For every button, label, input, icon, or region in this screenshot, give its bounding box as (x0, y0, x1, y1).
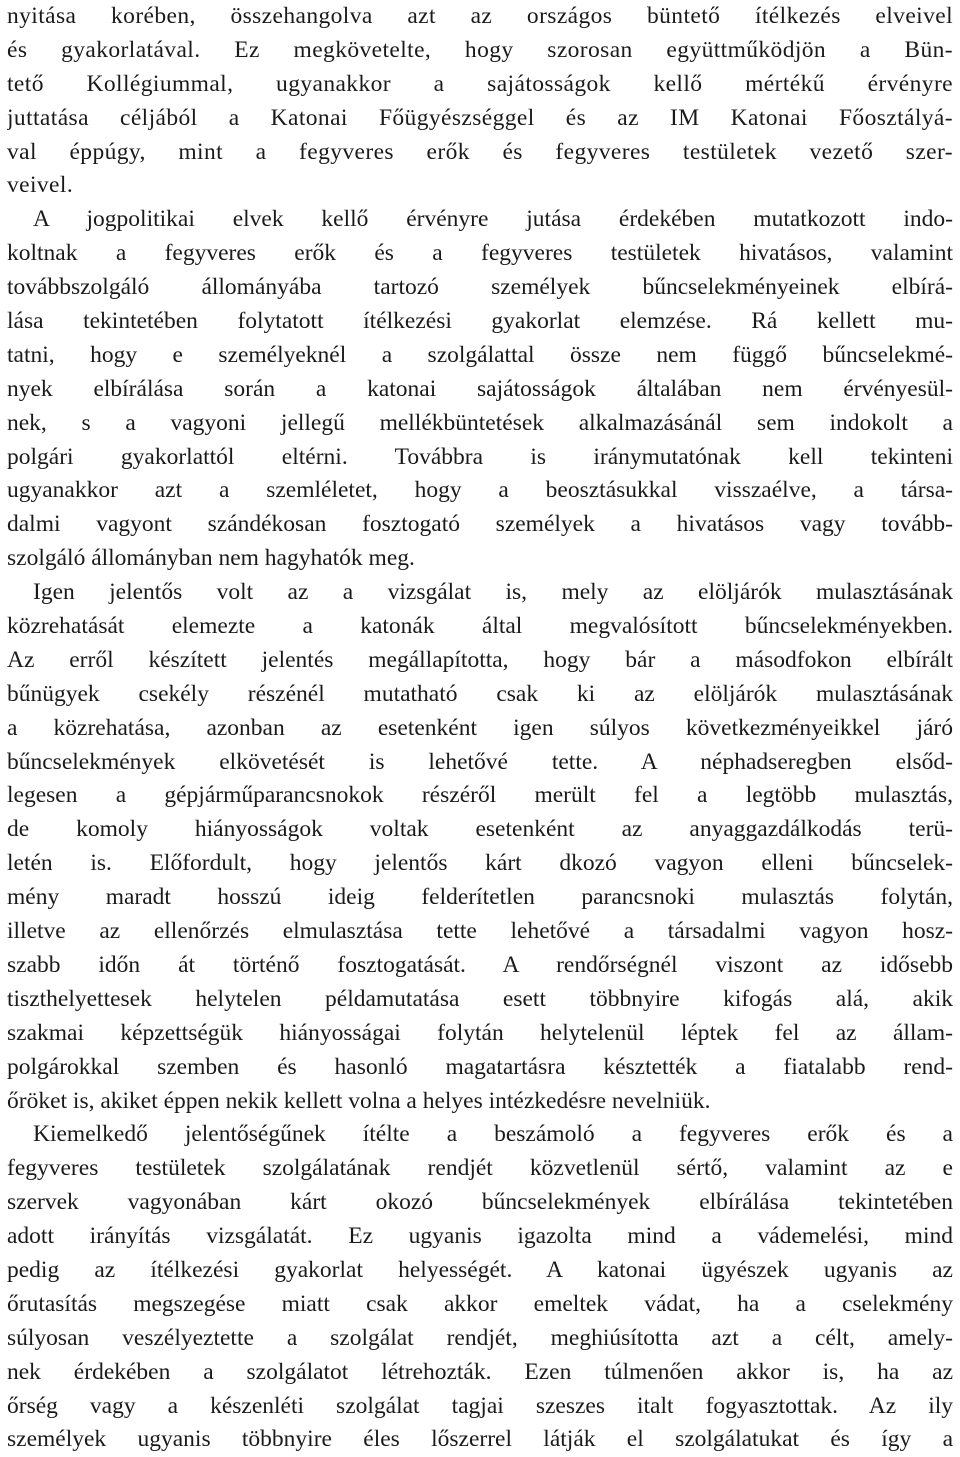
text-line: őrutasítás megszegése miatt csak akkor emeltek vádat, ha a cselekmény (7, 1290, 953, 1317)
text-line: a közrehatása, azonban az esetenként igen súlyos következményeikkel járó (7, 714, 953, 741)
text-line: tatni, hogy e személyeknél a szolgálattal össze nem függő bűncselekmé- (7, 341, 953, 368)
text-line: és gyakorlatával. Ez megkövetelte, hogy szorosan együttműködjön a Bün- (7, 36, 953, 63)
text-line: ugyanakkor azt a szemléletet, hogy a beosztásukkal visszaélve, a társa- (7, 477, 953, 504)
text-line: legesen a gépjárműparancsnokok részéről merült fel a legtöbb mulasztás, (7, 782, 953, 809)
text-line: szervek vagyonában kárt okozó bűncselekmények elbírálása tekintetében (7, 1189, 953, 1216)
text-line: A jogpolitikai elvek kellő érvényre jutása érdekében mutatkozott indo- (33, 206, 953, 233)
text-line: Kiemelkedő jelentőségűnek ítélte a beszámoló a fegyveres erők és a (33, 1121, 953, 1148)
text-line: nyek elbírálása során a katonai sajátosságok általában nem érvényesül- (7, 375, 953, 402)
text-line: őrség vagy a készenléti szolgálat tagjai szeszes italt fogyasztottak. Az ily (7, 1392, 953, 1419)
text-line: pedig az ítélkezési gyakorlat helyességét. A katonai ügyészek ugyanis az (7, 1256, 953, 1283)
text-line: Az erről készített jelentés megállapította, hogy bár a másodfokon elbírált (7, 646, 953, 673)
text-line: nek érdekében a szolgálatot létrehozták. Ezen túlmenően akkor is, ha az (7, 1358, 953, 1385)
text-line: mény maradt hosszú ideig felderítetlen parancsnoki mulasztás folytán, (7, 884, 953, 911)
text-line: közrehatását elemezte a katonák által megvalósított bűncselekményekben. (7, 613, 953, 640)
text-line: veivel. (7, 172, 74, 199)
text-line: őröket is, akiket éppen nekik kellett volna a helyes intézkedésre nevelniük. (7, 1087, 711, 1114)
text-line: személyek ugyanis többnyire éles lőszerrel látják el szolgálatukat és így a (7, 1426, 953, 1453)
text-line: illetve az ellenőrzés elmulasztása tette lehetővé a társadalmi vagyon hosz- (7, 918, 953, 945)
text-line: val éppúgy, mint a fegyveres erők és fegyveres testületek vezető szer- (7, 138, 953, 165)
paragraph-3 (7, 576, 953, 1118)
text-line: szakmai képzettségük hiányosságai folytán helytelenül léptek fel az állam- (7, 1019, 953, 1046)
text-line: adott irányítás vizsgálatát. Ez ugyanis igazolta mind a vádemelési, mind (7, 1223, 953, 1250)
text-line: dalmi vagyont szándékosan fosztogató személyek a hivatásos vagy tovább- (7, 511, 953, 538)
text-line: nyitása korében, összehangolva azt az országos büntető ítélkezés elveivel (7, 3, 953, 29)
text-line: juttatása céljából a Katonai Főügyészséggel és az IM Katonai Főosztályá- (7, 104, 953, 131)
text-line: de komoly hiányosságok voltak esetenként az anyaggazdálkodás terü- (7, 816, 953, 843)
text-line: lása tekintetében folytatott ítélkezési gyakorlat elemzése. Rá kellett mu- (7, 308, 953, 335)
paragraph-1 (7, 0, 953, 203)
text-line: tető Kollégiummal, ugyanakkor a sajátosságok kellő mértékű érvényre (7, 70, 953, 97)
paragraph-4 (7, 1118, 953, 1457)
text-line: bűncselekmények elkövetését is lehetővé tette. A néphadseregben elsőd- (7, 748, 953, 775)
text-line: továbbszolgáló állományába tartozó személyek bűncselekményeinek elbírá- (7, 274, 953, 301)
text-line: polgári gyakorlattól eltérni. Továbbra is iránymutatónak kell tekinteni (7, 443, 953, 470)
text-line: súlyosan veszélyeztette a szolgálat rendjét, meghiúsította azt a célt, amely- (7, 1324, 953, 1351)
text-line: nek, s a vagyoni jellegű mellékbüntetések alkalmazásánál sem indokolt a (7, 409, 953, 436)
text-line: szolgáló állományban nem hagyhatók meg. (7, 545, 415, 572)
text-line: bűnügyek csekély részénél mutatható csak ki az elöljárók mulasztásának (7, 680, 953, 707)
text-line: koltnak a fegyveres erők és a fegyveres testületek hivatásos, valamint (7, 240, 953, 267)
text-line: Igen jelentős volt az a vizsgálat is, mely az elöljárók mulasztásának (33, 579, 953, 606)
text-line: tiszthelyettesek helytelen példamutatása esett többnyire kifogás alá, akik (7, 985, 953, 1012)
text-line: fegyveres testületek szolgálatának rendjét közvetlenül sértő, valamint az e (7, 1155, 953, 1182)
text-line: szabb időn át történő fosztogatását. A rendőrségnél viszont az idősebb (7, 951, 953, 978)
paragraph-2 (7, 203, 953, 576)
text-line: letén is. Előfordult, hogy jelentős kárt dkozó vagyon elleni bűncselek- (7, 850, 953, 877)
text-line: polgárokkal szemben és hasonló magatartásra késztették a fiatalabb rend- (7, 1053, 953, 1080)
